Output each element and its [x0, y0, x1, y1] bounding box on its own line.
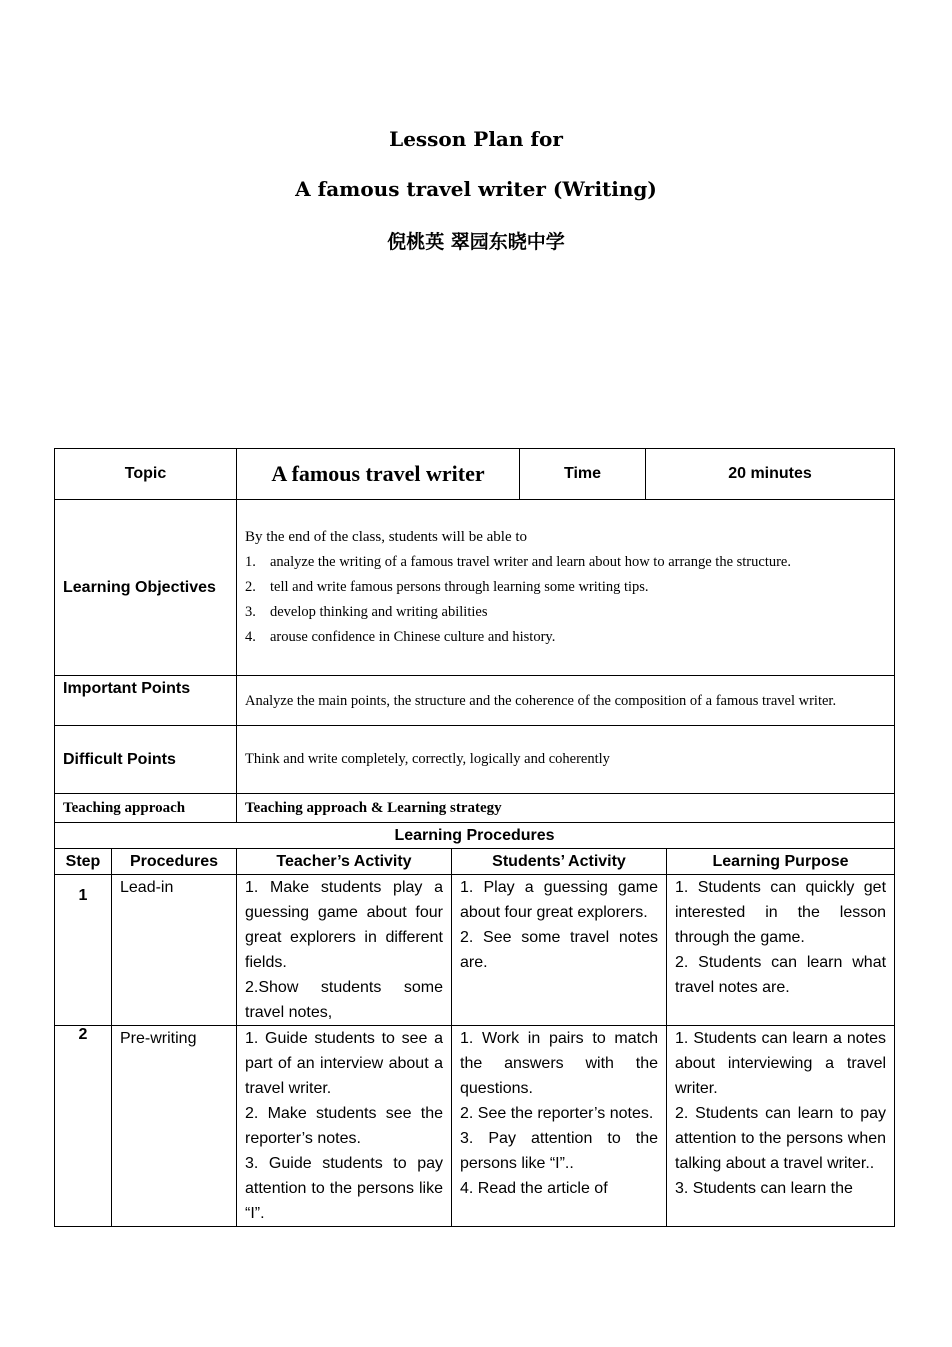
important-row	[55, 676, 895, 726]
objectives-cell	[237, 500, 895, 676]
objectives-label: Learning Objectives	[55, 500, 237, 676]
topic-value: A famous travel writer	[237, 449, 520, 500]
difficult-text: Think and write completely, correctly, logically and coherently	[237, 726, 895, 794]
objective-item: 3. develop thinking and writing abilities	[245, 604, 488, 620]
header-students-activity: Students’ Activity	[452, 849, 667, 875]
title-line-2: A famous travel writer (Writing)	[295, 177, 657, 201]
approach-text: Teaching approach & Learning strategy	[237, 794, 895, 823]
objectives-row	[55, 500, 895, 676]
objective-item: 4. arouse confidence in Chinese culture and history.	[245, 629, 556, 645]
difficult-label: Difficult Points	[55, 726, 237, 794]
table-row	[55, 1026, 895, 1227]
procedures-title-row	[55, 823, 895, 849]
header-step: Step	[55, 849, 112, 875]
objective-item: 2. tell and write famous persons through learning some writing tips.	[245, 579, 649, 595]
time-label: Time	[520, 449, 646, 500]
procedures-table	[54, 822, 895, 1227]
header-learning-purpose: Learning Purpose	[667, 849, 895, 875]
procedure-name: Lead-in	[112, 875, 237, 1026]
time-value: 20 minutes	[646, 449, 895, 500]
difficult-row	[55, 726, 895, 794]
objective-item: 1. analyze the writing of a famous travel writer and learn about how to arrange the structure.	[245, 554, 791, 570]
step-number: 2	[55, 1026, 112, 1227]
topic-label: Topic	[55, 449, 237, 500]
teacher-activity: 1. Guide students to see a part of an interview about a travel writer. 2. Make students see the reporter’s notes. 3. Guide students to pay attention to the persons like “I”.	[237, 1026, 452, 1227]
table-row	[55, 875, 895, 1026]
objectives-intro: By the end of the class, students will be able to	[245, 529, 528, 545]
important-label: Important Points	[55, 676, 237, 726]
topic-row	[55, 449, 895, 500]
learning-purpose: 1. Students can quickly get interested in the lesson through the game. 2. Students can learn what travel notes are.	[667, 875, 895, 1026]
title-line-1: Lesson Plan for	[389, 127, 563, 151]
teacher-activity: 1. Make students play a guessing game about four great explorers in different fields. 2.Show students some travel notes,	[237, 875, 452, 1026]
students-activity: 1. Work in pairs to match the answers with the questions. 2. See the reporter’s notes. 3. Pay attention to the persons like “I”.. 4. Read the article of	[452, 1026, 667, 1227]
procedures-title: Learning Procedures	[55, 823, 895, 849]
title-line-3: 倪桃英 翠园东晓中学	[387, 231, 565, 253]
procedures-header-row	[55, 849, 895, 875]
learning-purpose: 1. Students can learn a notes about interviewing a travel writer. 2. Students can learn to pay attention to the persons when talking about a travel writer.. 3. Students can learn the	[667, 1026, 895, 1227]
important-text: Analyze the main points, the structure and the coherence of the composition of a famous travel writer.	[237, 676, 895, 726]
header-teacher-activity: Teacher’s Activity	[237, 849, 452, 875]
approach-row	[55, 794, 895, 823]
lesson-info-table	[54, 448, 895, 823]
header-procedures: Procedures	[112, 849, 237, 875]
approach-label: Teaching approach	[55, 794, 237, 823]
procedure-name: Pre-writing	[112, 1026, 237, 1227]
step-number: 1	[55, 875, 112, 1026]
students-activity: 1. Play a guessing game about four great explorers. 2. See some travel notes are.	[452, 875, 667, 1026]
objectives-list	[245, 550, 886, 650]
